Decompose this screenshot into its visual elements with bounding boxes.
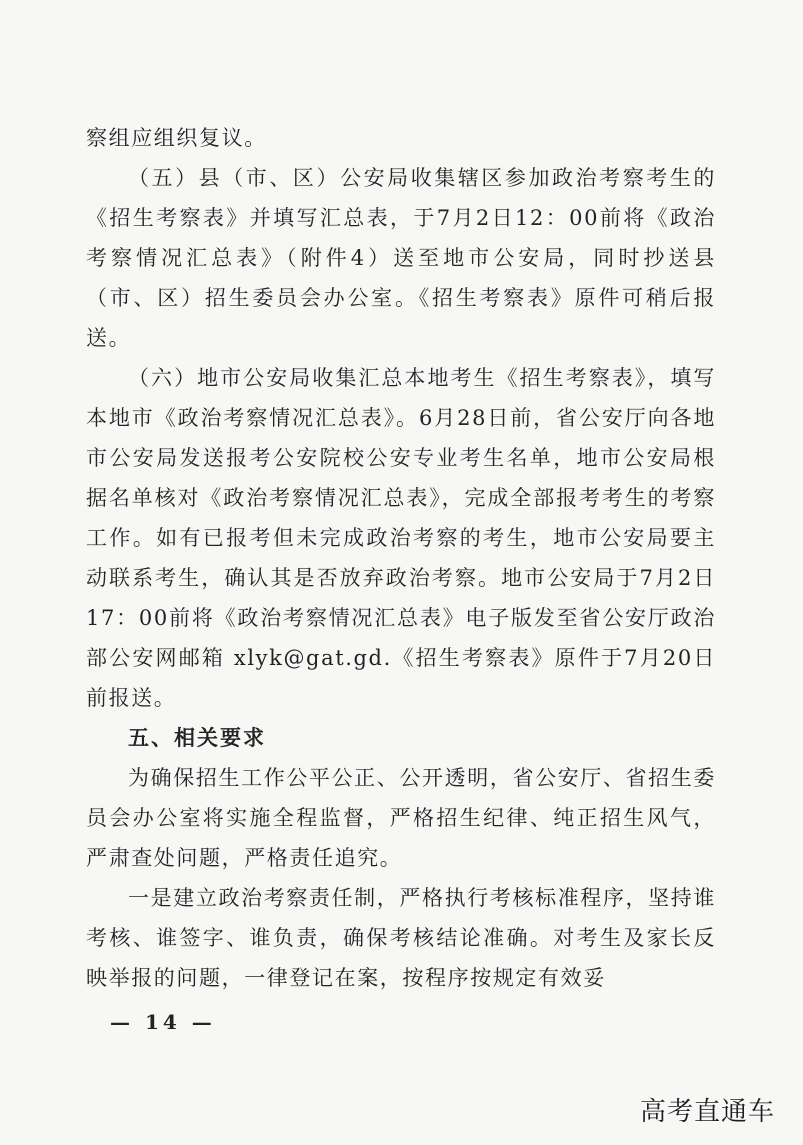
paragraph-item-6: （六）地市公安局收集汇总本地考生《招生考察表》，填写本地市《政治考察情况汇总表》。6月28日前，省公安厅向各地市公安局发送报考公安院校公安专业考生名单，地市公安局根据名单核对《政治考察情况汇总表》，完成全部报考考生的考察工作。如有已报考但未完成政治考察的考生，地市公安局要主动联系考生，确认其是否放弃政治考察。地市公安局于7月2日17：00前将《政治考察情况汇总表》电子版发至省公安厅政治部公安网邮箱 xlyk@gat.gd.《招生考察表》原件于7月20日前报送。: [86, 366, 716, 710]
paragraph-requirements-intro: 为确保招生工作公平公正、公开透明，省公安厅、省招生委员会办公室将实施全程监督，严格招生纪律、纯正招生风气，严肃查处问题，严格责任追究。: [86, 766, 716, 870]
section-heading: 五、相关要求: [128, 726, 266, 750]
watermark-text: 高考直通车: [639, 1097, 775, 1127]
page-number: — 14 —: [110, 1010, 216, 1034]
paragraph-responsibility: 一是建立政治考察责任制，严格执行考核标准程序，坚持谁考核、谁签字、谁负责，确保考核结论准确。对考生及家长反映举报的问题，一律登记在案，按程序按规定有效妥: [86, 886, 716, 990]
document-body: [86, 118, 716, 998]
paragraph-continuation: 察组应组织复议。: [86, 126, 267, 150]
paragraph-item-5: （五）县（市、区）公安局收集辖区参加政治考察考生的《招生考察表》并填写汇总表，于7月2日12：00前将《政治考察情况汇总表》（附件4）送至地市公安局，同时抄送县（市、区）招生委员会办公室。《招生考察表》原件可稍后报送。: [86, 166, 716, 350]
